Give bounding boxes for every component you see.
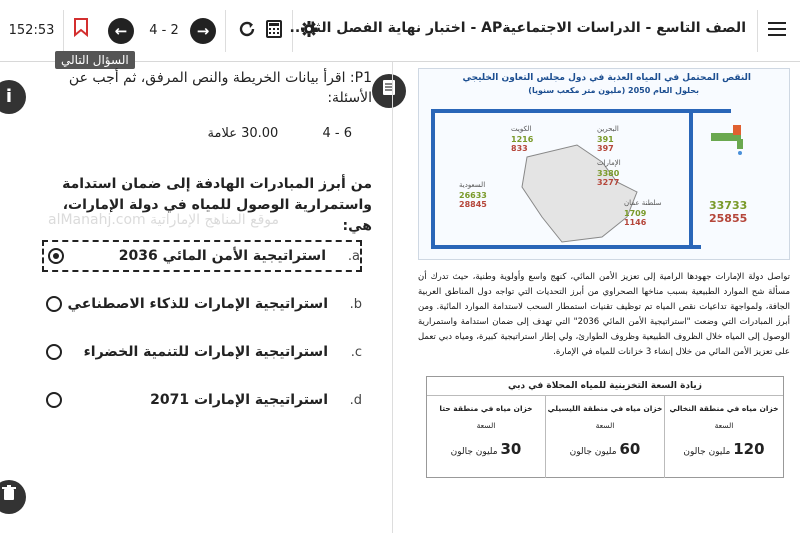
total-values: 33733 25855 (709, 199, 748, 225)
option-text: استراتيجية الإمارات 2071 (150, 392, 328, 408)
tank-capacity-label: السعة (595, 421, 615, 430)
storage-title: زيادة السعة التخزينية للمياه المحلاة في دبي (427, 377, 783, 396)
passage-text: تواصل دولة الإمارات جهودها الرامية إلى تعزيز الأمن المائي، كنهج واسع وأولوية وطنية، حيث تدرك أن مسألة شح الموارد الطبيعية بسبب مناخها الصحراوي من أبرز التحديات التي تواجه دول المناطق العربية الجافة، ولمواجهة تداعيات نقص المياه تم توظيف تقنيات استمطار السحب لاستدامة الموارد المائية. ومن أبرز المبادرات التي وضعت "استراتيجية الأمن المائي 2036" التي تهدف إلى ضمان استدامة واستمرارية الوصول إلى المياه خلال الظروف الطبيعية وظروف الطوارئ، ولي إطار استراتيجية كبيرة، ومياه دبي تعمل على تعزيز الأمن المائي من خلال إنشاء 3 خزانات للمياه في الإمارة. (418, 272, 790, 357)
pipe-shape (431, 109, 731, 113)
tank-capacity: 30 مليون جالون (450, 440, 522, 458)
region-label: الكويت (511, 125, 532, 133)
option-letter: c. (350, 344, 362, 360)
map-shape (507, 137, 647, 247)
infographic-title: النقص المحتمل في المياه العذبة في دول مجلس التعاون الخليجي (462, 73, 751, 83)
option-letter: a. (347, 248, 360, 264)
bookmark-icon[interactable] (74, 18, 88, 36)
radio-icon[interactable] (46, 296, 62, 312)
water-infographic (418, 68, 790, 260)
next-question-button[interactable] (190, 18, 216, 44)
infographic-subtitle: بحلول العام 2050 (مليون متر مكعب سنويا) (528, 86, 699, 95)
question-pager: 4 - 2 (149, 23, 179, 38)
storage-cell (427, 396, 545, 478)
region-label: البحرين (597, 125, 619, 133)
question-number: 6 - 4 (322, 126, 352, 141)
radio-icon[interactable] (46, 344, 62, 360)
region-label: السعودية (459, 181, 486, 189)
tank-name: خزان مياه في منطقة حتا (439, 404, 533, 413)
region-values: 391 397 (597, 135, 614, 153)
storage-row (427, 396, 783, 478)
toolbar-divider (225, 10, 226, 52)
tank-capacity: 120 مليون جالون (683, 440, 765, 458)
question-meta (208, 126, 352, 141)
pipe-shape (689, 109, 693, 249)
hamburger-icon[interactable] (768, 22, 786, 40)
tank-capacity-label: السعة (476, 421, 496, 430)
exam-title: الصف التاسع - الدراسات الاجتماعيةAP - اختبار نهاية الفصل الثا ... (289, 20, 746, 36)
refresh-icon[interactable] (238, 20, 256, 43)
region-label: سلطنة عمان (624, 199, 662, 207)
tank-capacity-label: السعة (714, 421, 734, 430)
toolbar-divider (757, 10, 758, 52)
option-text: استراتيجية الأمن المائي 2036 (118, 248, 326, 264)
option-a[interactable] (42, 240, 362, 272)
next-question-tooltip: السؤال التالي (55, 51, 135, 69)
trash-icon[interactable] (0, 480, 26, 514)
region-values: 1216 833 (511, 135, 534, 153)
storage-cell (664, 396, 783, 478)
exam-timer: 152:53 (0, 10, 64, 52)
option-text: استراتيجية الإمارات للذكاء الاصطناعي (67, 296, 328, 312)
watermark: alManahj.com موقع المناهج الإماراتية (48, 212, 280, 228)
previous-question-button[interactable] (108, 18, 134, 44)
question-text: من أبرز المبادرات الهادفة إلى ضمان استدامة واستمرارية الوصول للمياه في دولة الإمارات، هي: (62, 176, 372, 234)
question-prompt: P1: اقرأ بيانات الخريطة والنص المرفق، ثم أجب عن الأسئلة: (68, 70, 372, 106)
option-b[interactable] (42, 288, 362, 320)
region-label: الإمارات (597, 159, 621, 167)
option-text: استراتيجية الإمارات للتنمية الخضراء (83, 344, 328, 360)
question-panel (28, 62, 393, 533)
water-tap-icon (711, 125, 757, 155)
pipe-shape (431, 109, 435, 249)
tank-capacity: 60 مليون جالون (569, 440, 641, 458)
storage-table (426, 376, 784, 478)
region-values: 1709 1146 (624, 209, 647, 227)
tank-name: خزان مياه في منطقة النخالي (669, 404, 779, 413)
arrow-left-icon: ← (114, 22, 128, 40)
passage-panel (410, 62, 800, 533)
info-icon[interactable]: i (0, 80, 26, 114)
calculator-icon[interactable] (266, 20, 282, 43)
option-c[interactable] (42, 336, 362, 368)
option-letter: b. (349, 296, 362, 312)
radio-icon[interactable] (46, 392, 62, 408)
tank-name: خزان مياه في منطقة الليسيلي (547, 404, 663, 413)
radio-selected-icon[interactable] (48, 248, 64, 264)
question-points: 30.00 علامة (207, 126, 279, 141)
option-letter: d. (349, 392, 362, 408)
storage-cell (545, 396, 664, 478)
arrow-right-icon: → (196, 22, 210, 40)
option-d[interactable] (42, 384, 362, 416)
region-values: 26633 28845 (459, 191, 487, 209)
region-values: 3380 3277 (597, 169, 620, 187)
